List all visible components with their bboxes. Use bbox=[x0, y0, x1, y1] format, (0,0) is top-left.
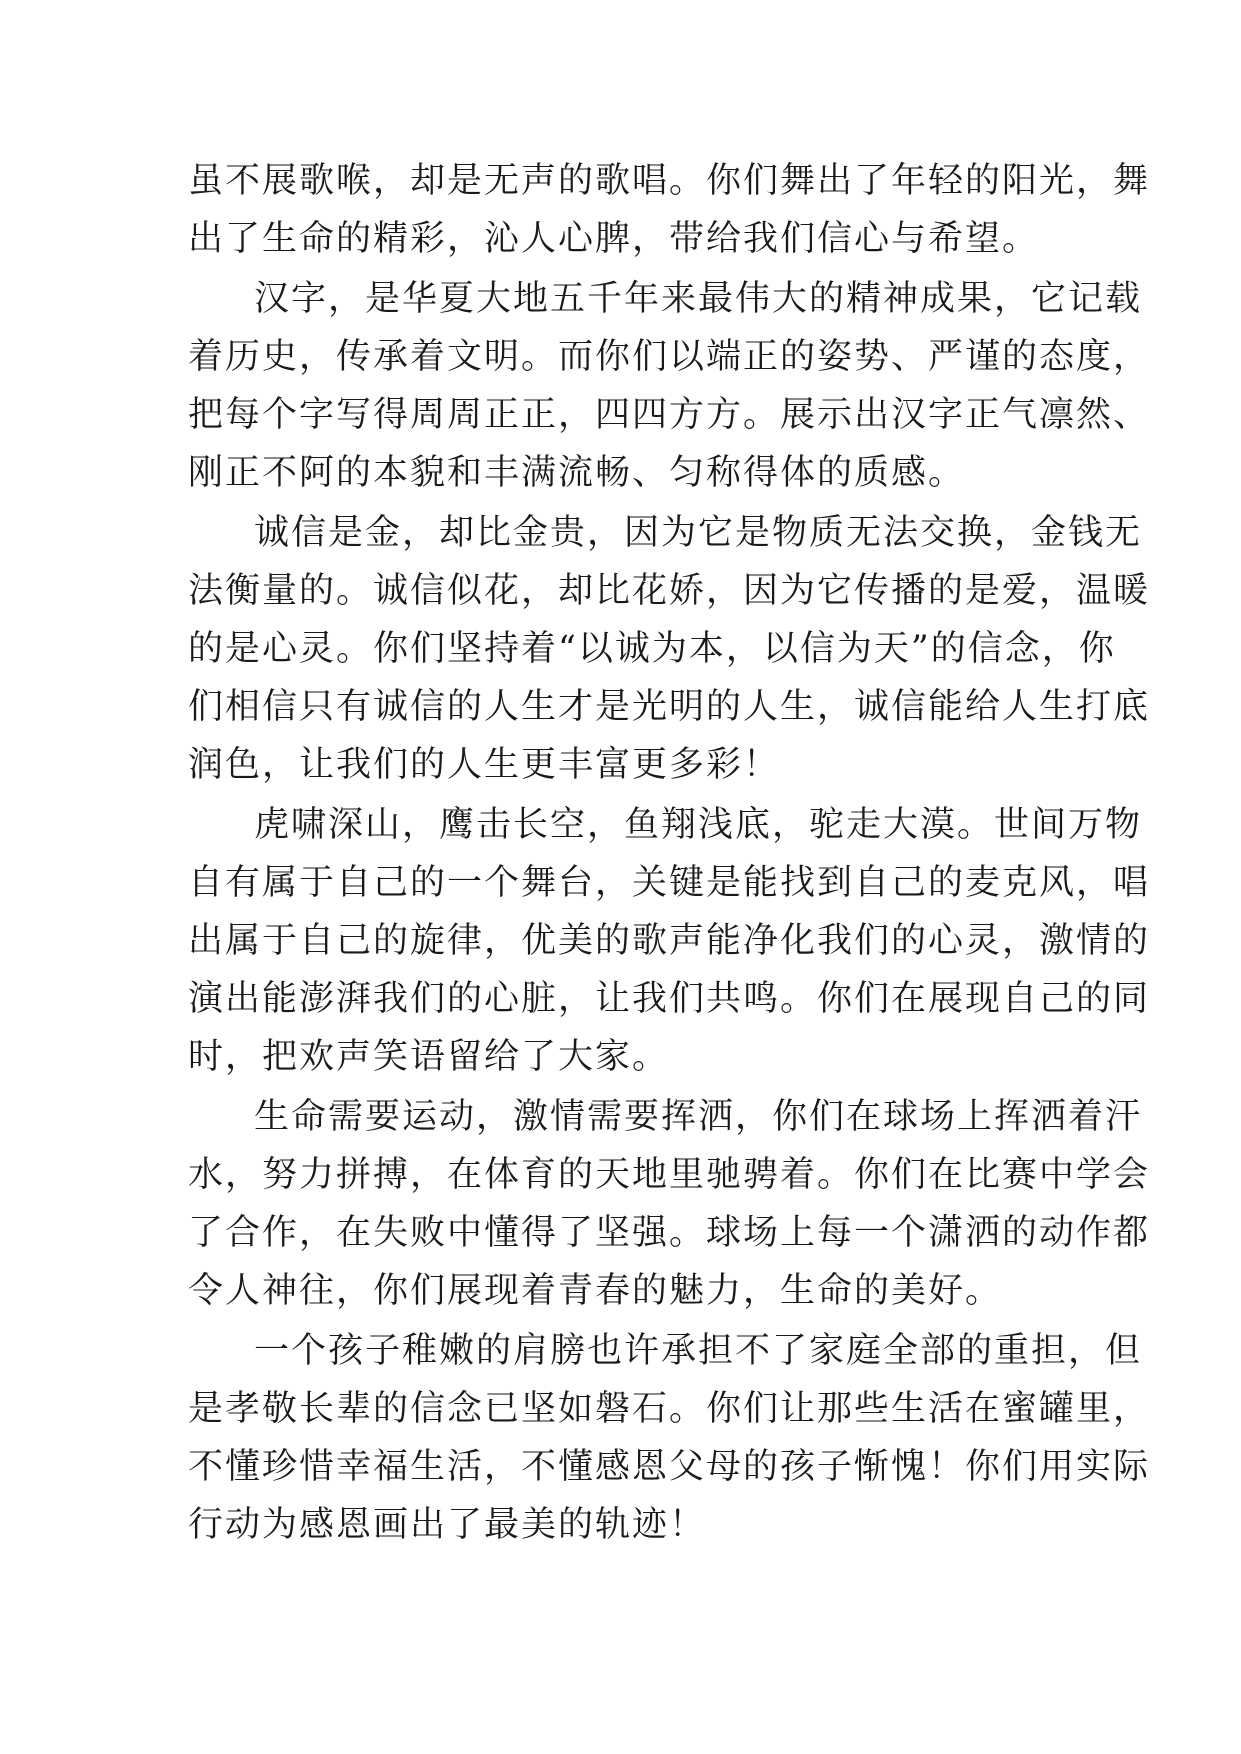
text-line: 们相信只有诚信的人生才是光明的人生，诚信能给人生打底 bbox=[188, 687, 1151, 727]
text-line: 法衡量的。诚信似花，却比花娇，因为它传播的是爱，温暖 bbox=[188, 571, 1151, 611]
paragraph-first-line: 诚信是金，却比金贵，因为它是物质无法交换，金钱无 bbox=[254, 513, 1143, 553]
text-line: 把每个字写得周周正正，四四方方。展示出汉字正气凛然、 bbox=[188, 395, 1151, 435]
text-line: 不懂珍惜幸福生活，不懂感恩父母的孩子惭愧！你们用实际 bbox=[188, 1447, 1151, 1487]
text-line: 行动为感恩画出了最美的轨迹！ bbox=[188, 1505, 707, 1545]
paragraph-first-line: 一个孩子稚嫩的肩膀也许承担不了家庭全部的重担，但 bbox=[254, 1331, 1143, 1371]
text-line: 时，把欢声笑语留给了大家。 bbox=[188, 1037, 670, 1077]
text-line: 的是心灵。你们坚持着“以诚为本，以信为天”的信念，你 bbox=[188, 629, 1116, 669]
text-line: 出了生命的精彩，沁人心脾，带给我们信心与希望。 bbox=[188, 219, 1040, 259]
text-line: 刚正不阿的本貌和丰满流畅、匀称得体的质感。 bbox=[188, 453, 966, 493]
text-line: 是孝敬长辈的信念已坚如磐石。你们让那些生活在蜜罐里， bbox=[188, 1389, 1151, 1429]
text-line: 虽不展歌喉，却是无声的歌唱。你们舞出了年轻的阳光，舞 bbox=[188, 161, 1151, 201]
text-line: 润色，让我们的人生更丰富更多彩！ bbox=[188, 745, 781, 785]
paragraph-first-line: 虎啸深山，鹰击长空，鱼翔浅底，驼走大漠。世间万物 bbox=[254, 805, 1143, 845]
text-line: 令人神往，你们展现着青春的魅力，生命的美好。 bbox=[188, 1271, 1003, 1311]
paragraph-first-line: 汉字，是华夏大地五千年来最伟大的精神成果，它记载 bbox=[254, 279, 1143, 319]
text-line: 自有属于自己的一个舞台，关键是能找到自己的麦克风，唱 bbox=[188, 863, 1151, 903]
text-line: 了合作，在失败中懂得了坚强。球场上每一个潇洒的动作都 bbox=[188, 1213, 1151, 1253]
text-line: 着历史，传承着文明。而你们以端正的姿势、严谨的态度， bbox=[188, 337, 1151, 377]
text-line: 水，努力拼搏，在体育的天地里驰骋着。你们在比赛中学会 bbox=[188, 1155, 1151, 1195]
paragraph-first-line: 生命需要运动，激情需要挥洒，你们在球场上挥洒着汗 bbox=[254, 1097, 1143, 1137]
text-line: 出属于自己的旋律，优美的歌声能净化我们的心灵，激情的 bbox=[188, 921, 1151, 961]
text-line: 演出能澎湃我们的心脏，让我们共鸣。你们在展现自己的同 bbox=[188, 979, 1151, 1019]
